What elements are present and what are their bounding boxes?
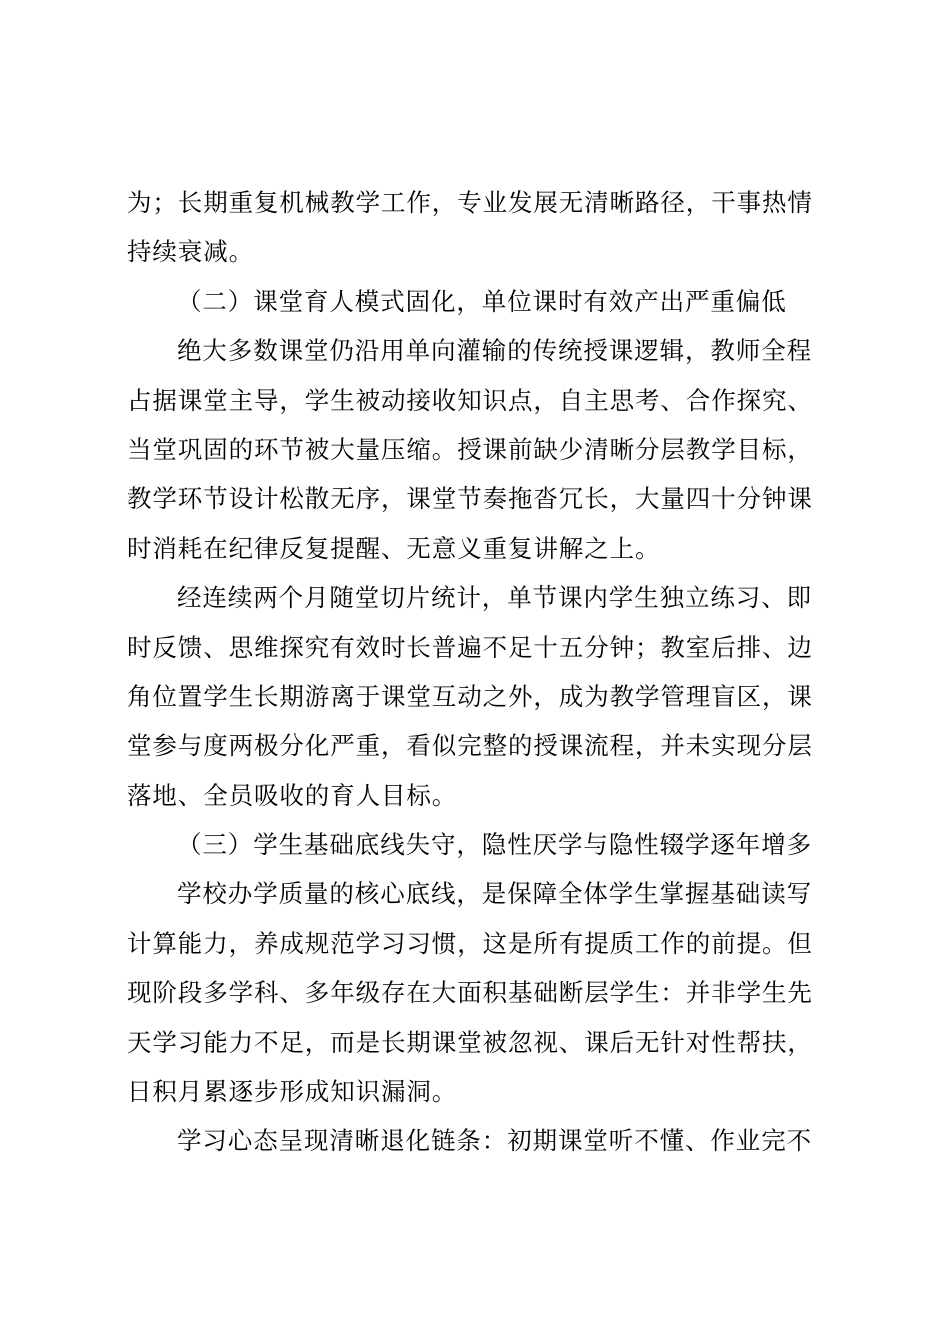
body-line: 现阶段多学科、多年级存在大面积基础断层学生：并非学生先: [127, 978, 813, 1008]
section-heading: （三）学生基础底线失守，隐性厌学与隐性辍学逐年增多: [177, 830, 812, 860]
document-body: [127, 178, 839, 1166]
body-line: 天学习能力不足，而是长期课堂被忽视、课后无针对性帮扶，: [127, 1027, 813, 1057]
body-line: 为；长期重复机械教学工作，专业发展无清晰路径，干事热情: [127, 188, 813, 217]
body-line: 时反馈、思维探究有效时长普遍不足十五分钟；教室后排、边: [127, 632, 813, 662]
body-line: 教学环节设计松散无序，课堂节奏拖沓冗长，大量四十分钟课: [127, 484, 813, 514]
body-line: 当堂巩固的环节被大量压缩。授课前缺少清晰分层教学目标，: [127, 434, 813, 464]
paragraph-first-line: 绝大多数课堂仍沿用单向灌输的传统授课逻辑，教师全程: [177, 336, 812, 366]
body-line: 占据课堂主导，学生被动接收知识点，自主思考、合作探究、: [127, 385, 813, 415]
body-line: 日积月累逐步形成知识漏洞。: [127, 1077, 458, 1107]
paragraph-first-line: 经连续两个月随堂切片统计，单节课内学生独立练习、即: [177, 583, 812, 613]
paragraph-first-line: 学校办学质量的核心底线，是保障全体学生掌握基础读写: [177, 879, 812, 909]
body-line: 持续衰减。: [127, 237, 254, 267]
body-line: 角位置学生长期游离于课堂互动之外，成为教学管理盲区，课: [127, 681, 813, 711]
section-heading: （二）课堂育人模式固化，单位课时有效产出严重偏低: [177, 286, 787, 316]
paragraph-first-line: 学习心态呈现清晰退化链条：初期课堂听不懂、作业完不: [177, 1126, 812, 1156]
body-line: 落地、全员吸收的育人目标。: [127, 780, 458, 810]
body-line: 计算能力，养成规范学习习惯，这是所有提质工作的前提。但: [127, 928, 813, 958]
body-line: 堂参与度两极分化严重，看似完整的授课流程，并未实现分层: [127, 731, 813, 761]
body-line: 时消耗在纪律反复提醒、无意义重复讲解之上。: [127, 533, 661, 563]
